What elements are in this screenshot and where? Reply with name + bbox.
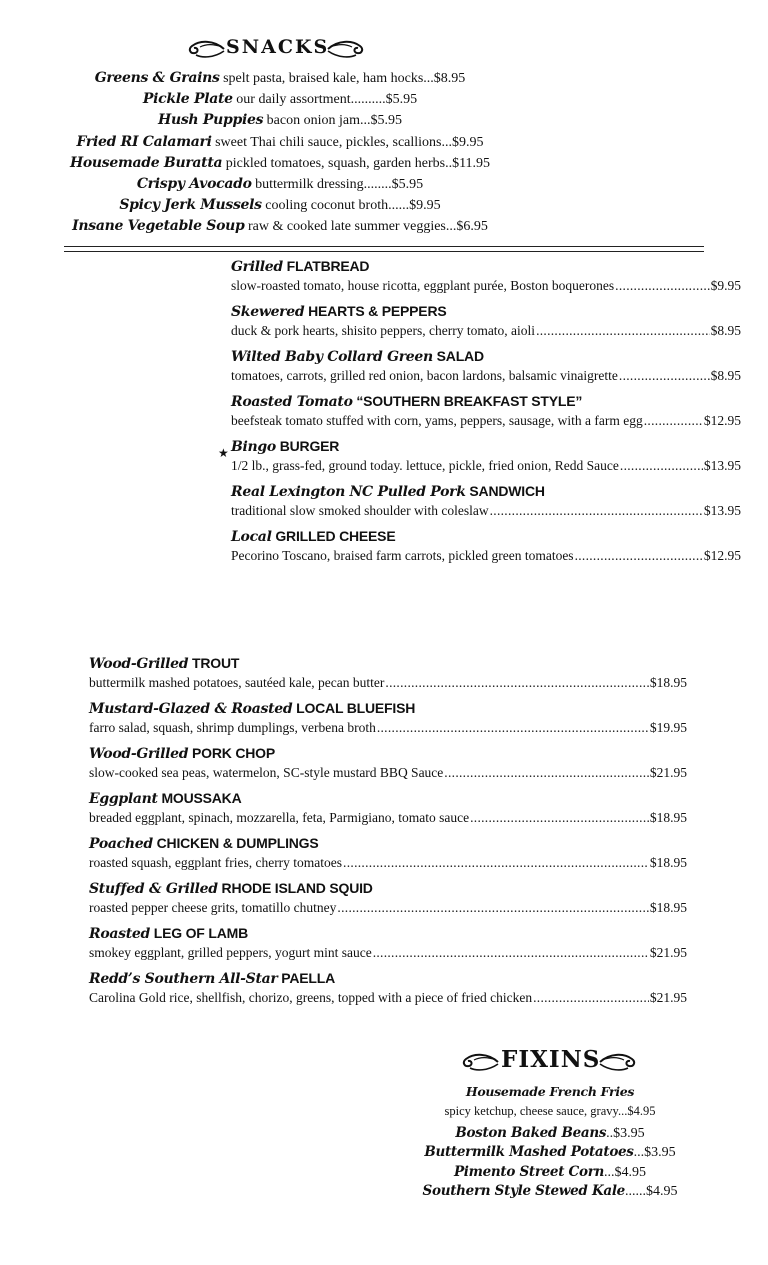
menu-item: Redd’s Southern All-Star PAELLA Carolina Gold rice, shellfish, chorizo, greens, topped with a piece of fried chicken ..... $21.95 bbox=[89, 968, 687, 1006]
snack-item: Crispy Avocado buttermilk dressing........$5.95 bbox=[136, 176, 424, 193]
menu-item: Roasted Tomato “SOUTHERN BREAKFAST STYLE” beefsteak tomato stuffed with corn, yams, peppers, sausage, with a farm egg ..... $12.95 bbox=[231, 391, 741, 429]
menu-item: Skewered HEARTS & PEPPERS duck & pork hearts, shisito peppers, cherry tomato, aioli ..... $8.95 bbox=[231, 301, 741, 339]
snacks-list bbox=[0, 68, 560, 238]
fixin-item: Southern Style Stewed Kale......$4.95 bbox=[422, 1183, 678, 1199]
menu-item: Roasted LEG OF LAMB smokey eggplant, grilled peppers, yogurt mint sauce ..... $21.95 bbox=[89, 923, 687, 961]
menu-item: Poached CHICKEN & DUMPLINGS roasted squash, eggplant fries, cherry tomatoes ..... $18.95 bbox=[89, 833, 687, 871]
menu-item: Eggplant MOUSSAKA breaded eggplant, spinach, mozzarella, feta, Parmigiano, tomato sauce ..... $18.95 bbox=[89, 788, 687, 826]
menu-item: Grilled FLATBREAD slow-roasted tomato, house ricotta, eggplant purée, Boston boquerones ..... $9.95 bbox=[231, 256, 741, 294]
fixin-item: Buttermilk Mashed Potatoes...$3.95 bbox=[424, 1144, 676, 1160]
menu-item: Wilted Baby Collard Green SALAD tomatoes, carrots, grilled red onion, bacon lardons, balsamic vinaigrette ..... $8.95 bbox=[231, 346, 741, 384]
flourish-left-icon bbox=[186, 38, 226, 60]
snacks-heading: SNACKS bbox=[226, 36, 330, 58]
fixin-item: Pimento Street Corn...$4.95 bbox=[453, 1163, 647, 1180]
snack-item: Fried RI Calamari sweet Thai chili sauce, pickles, scallions...$9.95 bbox=[76, 133, 484, 150]
snack-item: Spicy Jerk Mussels cooling coconut broth......$9.95 bbox=[119, 197, 441, 214]
fixins-list bbox=[420, 1082, 680, 1202]
divider-top bbox=[64, 246, 704, 247]
fixin-item: Housemade French Fries bbox=[465, 1084, 635, 1099]
snack-item: Insane Vegetable Soup raw & cooked late summer veggies...$6.95 bbox=[72, 218, 488, 235]
menu-item: Mustard-Glazed & Roasted LOCAL BLUEFISH farro salad, squash, shrimp dumplings, verbena broth ..... $19.95 bbox=[89, 698, 687, 736]
fixin-item: Boston Baked Beans..$3.95 bbox=[455, 1124, 645, 1141]
flourish-left-icon bbox=[460, 1051, 500, 1073]
snack-item: Greens & Grains spelt pasta, braised kale, ham hocks...$8.95 bbox=[94, 70, 466, 86]
flourish-right-icon bbox=[326, 38, 366, 60]
menu-item: Wood-Grilled PORK CHOP slow-cooked sea peas, watermelon, SC-style mustard BBQ Sauce ..... $21.95 bbox=[89, 743, 687, 781]
snack-item: Housemade Buratta pickled tomatoes, squash, garden herbs..$11.95 bbox=[69, 154, 491, 171]
menu-item: Stuffed & Grilled RHODE ISLAND SQUID roasted pepper cheese grits, tomatillo chutney ..... $18.95 bbox=[89, 878, 687, 916]
divider-bottom bbox=[64, 251, 704, 252]
fixins-heading: FIXINS bbox=[501, 1046, 601, 1073]
menu-item: Local GRILLED CHEESE Pecorino Toscano, braised farm carrots, pickled green tomatoes ..... $12.95 bbox=[231, 526, 741, 564]
snack-item: Pickle Plate our daily assortment..........$5.95 bbox=[142, 91, 418, 108]
menu-item: Bingo BURGER 1/2 lb., grass-fed, ground today. lettuce, pickle, fried onion, Redd Sauce ..... $13.95 bbox=[231, 436, 741, 474]
flourish-right-icon bbox=[598, 1051, 638, 1073]
menu-item: Wood-Grilled TROUT buttermilk mashed potatoes, sautéed kale, pecan butter ..... $18.95 bbox=[89, 653, 687, 691]
fixin-item-desc: spicy ketchup, cheese sauce, gravy...$4.95 bbox=[444, 1103, 656, 1118]
menu-item: Real Lexington NC Pulled Pork SANDWICH traditional slow smoked shoulder with coleslaw ..... $13.95 bbox=[231, 481, 741, 519]
snack-item: Hush Puppies bacon onion jam...$5.95 bbox=[158, 112, 402, 129]
star-icon: ★ bbox=[218, 446, 229, 460]
